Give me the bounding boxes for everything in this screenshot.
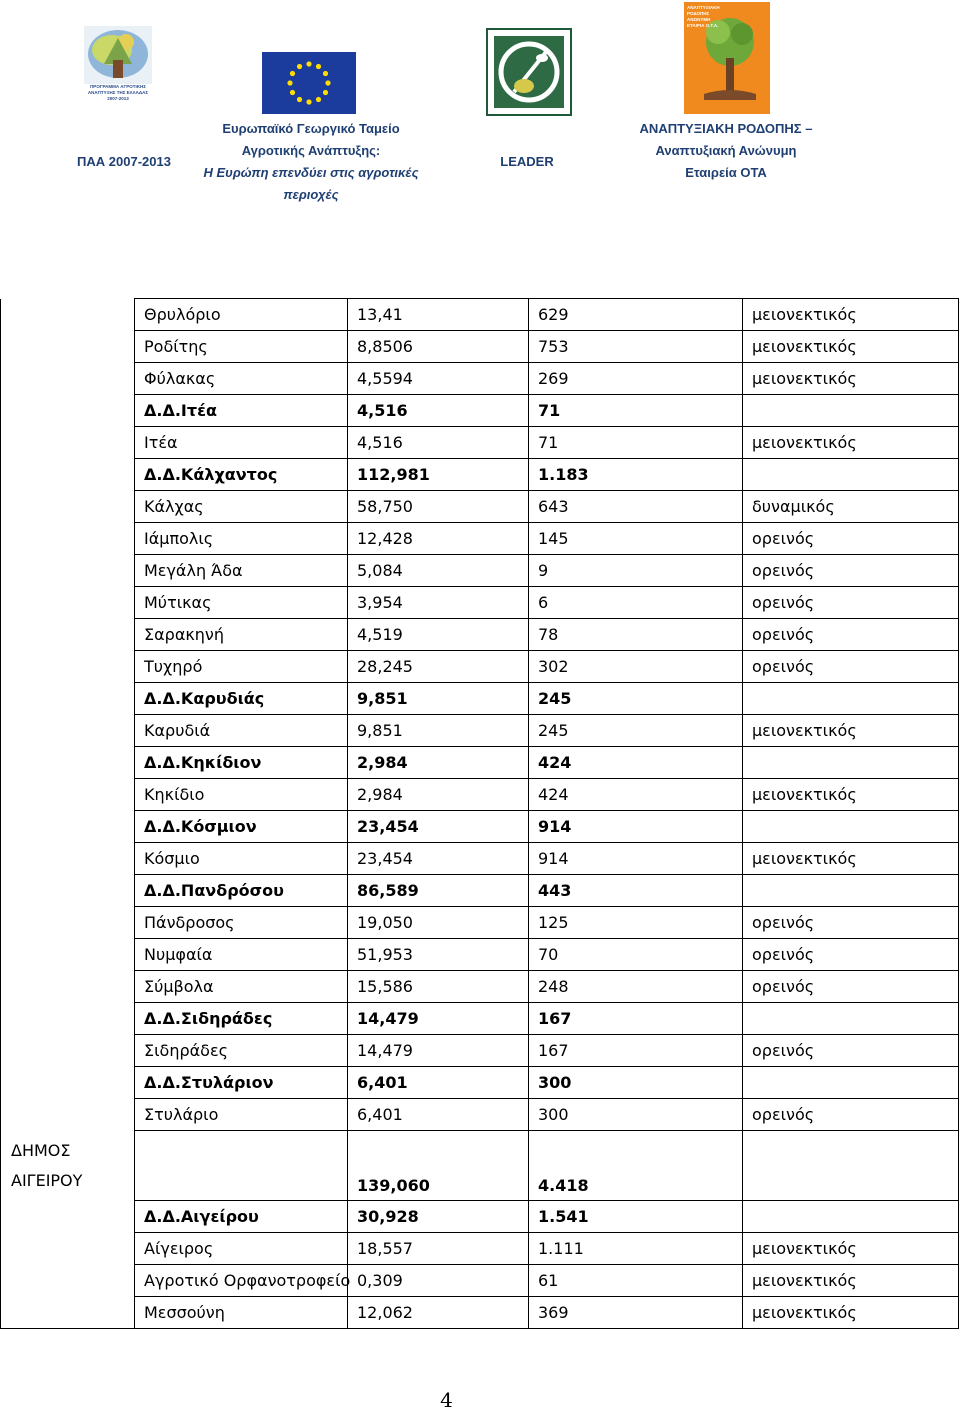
classification-cell: μειονεκτικός [743, 363, 959, 395]
area-cell: 9,851 [348, 715, 529, 747]
table-row [1, 363, 959, 395]
classification-cell: ορεινός [743, 523, 959, 555]
municipality-cell [1, 1035, 135, 1067]
population-cell: 1.183 [529, 459, 743, 491]
classification-cell [743, 1067, 959, 1099]
settlement-name-cell: Μεγάλη Άδα [135, 555, 348, 587]
classification-cell: ορεινός [743, 587, 959, 619]
table-row [1, 587, 959, 619]
population-cell: 70 [529, 939, 743, 971]
table-row [1, 491, 959, 523]
area-cell: 28,245 [348, 651, 529, 683]
settlement-name-cell: Ιάμπολις [135, 523, 348, 555]
population-cell: 125 [529, 907, 743, 939]
municipality-cell [1, 491, 135, 523]
population-cell: 1.541 [529, 1201, 743, 1233]
municipality-cell [1, 459, 135, 491]
area-cell: 4,519 [348, 619, 529, 651]
area-cell: 23,454 [348, 843, 529, 875]
area-cell: 4,516 [348, 427, 529, 459]
settlement-name-cell: Σαρακηνή [135, 619, 348, 651]
classification-cell: μειονεκτικός [743, 779, 959, 811]
area-cell: 112,981 [348, 459, 529, 491]
population-cell: 245 [529, 715, 743, 747]
paa-label: ΠΑΑ 2007-2013 [77, 154, 171, 169]
municipality-cell [1, 843, 135, 875]
population-cell: 245 [529, 683, 743, 715]
table-row [1, 555, 959, 587]
area-cell: 2,984 [348, 779, 529, 811]
classification-cell: μειονεκτικός [743, 715, 959, 747]
agency-label-line3: Εταιρεία ΟΤΑ [685, 165, 767, 180]
classification-cell [743, 459, 959, 491]
agency-label-line1: ΑΝΑΠΤΥΞΙΑΚΗ ΡΟΔΟΠΗΣ – [639, 121, 813, 136]
municipality-cell [1, 331, 135, 363]
municipality-cell [1, 1265, 135, 1297]
municipality-cell [1, 299, 135, 331]
area-cell: 6,401 [348, 1099, 529, 1131]
municipality-cell [1, 395, 135, 427]
settlement-name-cell: Δ.Δ.Κάλχαντος [135, 459, 348, 491]
municipality-row [1, 1131, 959, 1201]
municipality-cell [1, 683, 135, 715]
district-subtotal-row [1, 395, 959, 427]
population-cell: 269 [529, 363, 743, 395]
settlement-name-cell: Μύτικας [135, 587, 348, 619]
area-cell: 58,750 [348, 491, 529, 523]
population-cell: 914 [529, 811, 743, 843]
classification-cell: δυναμικός [743, 491, 959, 523]
table-row [1, 971, 959, 1003]
settlement-name-cell: Δ.Δ.Ιτέα [135, 395, 348, 427]
area-cell: 51,953 [348, 939, 529, 971]
settlement-name-cell: Νυμφαία [135, 939, 348, 971]
table-row [1, 523, 959, 555]
district-subtotal-row [1, 1201, 959, 1233]
population-cell: 145 [529, 523, 743, 555]
settlement-name-cell: Δ.Δ.Κόσμιον [135, 811, 348, 843]
population-cell: 6 [529, 587, 743, 619]
district-subtotal-row [1, 747, 959, 779]
page-number: 4 [440, 1388, 453, 1412]
anaptyxiaki-rodopis-logo [684, 2, 770, 114]
municipality-cell [1, 715, 135, 747]
population-cell: 9 [529, 555, 743, 587]
classification-cell [743, 811, 959, 843]
municipality-label-part: ΔΗΜΟΣ [11, 1140, 71, 1160]
classification-cell: ορεινός [743, 1035, 959, 1067]
municipality-cell [1, 363, 135, 395]
municipality-cell [1, 651, 135, 683]
settlement-name-cell: Δ.Δ.Καρυδιάς [135, 683, 348, 715]
settlement-name-cell: Δ.Δ.Σιδηράδες [135, 1003, 348, 1035]
eafrd-label-line4: περιοχές [283, 187, 339, 202]
population-cell: 4.418 [529, 1131, 743, 1201]
settlement-name-cell: Σιδηράδες [135, 1035, 348, 1067]
settlement-name-cell: Πάνδροσος [135, 907, 348, 939]
settlement-name-cell: Ροδίτης [135, 331, 348, 363]
municipality-cell [1, 907, 135, 939]
area-cell: 30,928 [348, 1201, 529, 1233]
population-cell: 71 [529, 427, 743, 459]
municipality-cell [1, 939, 135, 971]
classification-cell [743, 683, 959, 715]
settlement-name-cell: Θρυλόριο [135, 299, 348, 331]
table-row [1, 1297, 959, 1329]
district-subtotal-row [1, 1067, 959, 1099]
eu-flag-logo [262, 52, 356, 114]
classification-cell [743, 395, 959, 427]
area-cell: 4,516 [348, 395, 529, 427]
classification-cell: μειονεκτικός [743, 1233, 959, 1265]
classification-cell [743, 875, 959, 907]
settlement-name-cell: Δ.Δ.Πανδρόσου [135, 875, 348, 907]
settlement-name-cell: Κηκίδιο [135, 779, 348, 811]
classification-cell: ορεινός [743, 907, 959, 939]
classification-cell: μειονεκτικός [743, 843, 959, 875]
area-cell: 6,401 [348, 1067, 529, 1099]
leader-label: LEADER [500, 154, 554, 169]
classification-cell: ορεινός [743, 555, 959, 587]
agency-logo-text: ΑΝΑΠΤΥΞΙΑΚΗ ΡΟΔΟΠΗΣ ΑΝΩΝΥΜΗ ΕΤΑΙΡΙΑ Ο.Τ.Α. [687, 5, 720, 28]
population-cell: 300 [529, 1099, 743, 1131]
area-cell: 2,984 [348, 747, 529, 779]
population-cell: 248 [529, 971, 743, 1003]
eafrd-label-line2: Αγροτικής Ανάπτυξης: [241, 143, 381, 158]
municipality-cell [1, 747, 135, 779]
settlement-name-cell: Καρυδιά [135, 715, 348, 747]
settlement-name-cell: Στυλάριο [135, 1099, 348, 1131]
municipality-cell [1, 427, 135, 459]
table-row [1, 715, 959, 747]
area-cell: 3,954 [348, 587, 529, 619]
eafrd-label-line1: Ευρωπαϊκό Γεωργικό Ταμείο [222, 121, 400, 136]
classification-cell: ορεινός [743, 971, 959, 1003]
table-row [1, 1035, 959, 1067]
population-cell: 424 [529, 779, 743, 811]
municipality-cell [1, 1297, 135, 1329]
district-subtotal-row [1, 811, 959, 843]
district-subtotal-row [1, 459, 959, 491]
population-cell: 71 [529, 395, 743, 427]
area-cell: 13,41 [348, 299, 529, 331]
area-cell: 0,309 [348, 1265, 529, 1297]
municipality-cell [1, 1067, 135, 1099]
area-cell: 4,5594 [348, 363, 529, 395]
municipality-cell [1, 1003, 135, 1035]
table-row [1, 1099, 959, 1131]
classification-cell: μειονεκτικός [743, 427, 959, 459]
classification-cell: ορεινός [743, 1099, 959, 1131]
municipality-cell [1, 971, 135, 1003]
settlement-name-cell: Μεσσούνη [135, 1297, 348, 1329]
table-row [1, 843, 959, 875]
area-cell: 14,479 [348, 1003, 529, 1035]
table-row [1, 779, 959, 811]
municipality-cell [1, 1233, 135, 1265]
leader-logo [486, 28, 572, 116]
population-cell: 424 [529, 747, 743, 779]
municipality-cell [1, 875, 135, 907]
area-cell: 15,586 [348, 971, 529, 1003]
settlement-name-cell: Δ.Δ.Στυλάριον [135, 1067, 348, 1099]
municipality-cell [1, 587, 135, 619]
area-cell: 14,479 [348, 1035, 529, 1067]
municipality-cell [1, 523, 135, 555]
settlement-name-cell: Αίγειρος [135, 1233, 348, 1265]
settlement-name-cell: Σύμβολα [135, 971, 348, 1003]
population-cell: 629 [529, 299, 743, 331]
area-cell: 86,589 [348, 875, 529, 907]
population-cell: 1.111 [529, 1233, 743, 1265]
municipality-cell [1, 779, 135, 811]
area-cell: 139,060 [348, 1131, 529, 1201]
district-subtotal-row [1, 1003, 959, 1035]
classification-cell: ορεινός [743, 651, 959, 683]
table-row [1, 331, 959, 363]
classification-cell: μειονεκτικός [743, 331, 959, 363]
classification-cell: μειονεκτικός [743, 1265, 959, 1297]
population-cell: 167 [529, 1035, 743, 1067]
settlement-name-cell: Κόσμιο [135, 843, 348, 875]
municipality-cell [1, 811, 135, 843]
settlement-name-cell: Κάλχας [135, 491, 348, 523]
classification-cell: ορεινός [743, 619, 959, 651]
district-subtotal-row [1, 683, 959, 715]
table-row [1, 299, 959, 331]
municipality-cell [1, 1131, 135, 1201]
area-cell: 8,8506 [348, 331, 529, 363]
population-cell: 300 [529, 1067, 743, 1099]
eafrd-label-line3: Η Ευρώπη επενδύει στις αγροτικές [203, 165, 419, 180]
settlement-name-cell: Δ.Δ.Αιγείρου [135, 1201, 348, 1233]
population-cell: 753 [529, 331, 743, 363]
settlement-name-cell: Αγροτικό Ορφανοτροφείο [135, 1265, 348, 1297]
municipality-cell [1, 1201, 135, 1233]
population-cell: 443 [529, 875, 743, 907]
settlement-name-cell: Δ.Δ.Κηκίδιον [135, 747, 348, 779]
population-cell: 914 [529, 843, 743, 875]
settlement-name-cell: Φύλακας [135, 363, 348, 395]
settlements-table [0, 298, 959, 1329]
table-row [1, 1233, 959, 1265]
settlement-name-cell [135, 1131, 348, 1201]
area-cell: 23,454 [348, 811, 529, 843]
population-cell: 61 [529, 1265, 743, 1297]
table-row [1, 939, 959, 971]
paa-logo [82, 20, 154, 110]
area-cell: 9,851 [348, 683, 529, 715]
area-cell: 5,084 [348, 555, 529, 587]
population-cell: 643 [529, 491, 743, 523]
municipality-cell [1, 555, 135, 587]
classification-cell: μειονεκτικός [743, 1297, 959, 1329]
agency-label-line2: Αναπτυξιακή Ανώνυμη [655, 143, 797, 158]
area-cell: 19,050 [348, 907, 529, 939]
paa-logo-text: ΠΡΟΓΡΑΜΜΑ ΑΓΡΟΤΙΚΗΣ ΑΝΑΠΤΥΞΗΣ ΤΗΣ ΕΛΛΑΔΑΣ 2007-2013 [87, 84, 149, 101]
classification-cell [743, 747, 959, 779]
population-cell: 167 [529, 1003, 743, 1035]
table-row [1, 1265, 959, 1297]
area-cell: 12,428 [348, 523, 529, 555]
classification-cell [743, 1131, 959, 1201]
settlement-name-cell: Ιτέα [135, 427, 348, 459]
table-row [1, 427, 959, 459]
settlement-name-cell: Τυχηρό [135, 651, 348, 683]
table-row [1, 619, 959, 651]
classification-cell: μειονεκτικός [743, 299, 959, 331]
population-cell: 302 [529, 651, 743, 683]
settlements-table-body [1, 299, 959, 1329]
table-row [1, 907, 959, 939]
area-cell: 12,062 [348, 1297, 529, 1329]
classification-cell: ορεινός [743, 939, 959, 971]
municipality-cell [1, 619, 135, 651]
population-cell: 78 [529, 619, 743, 651]
area-cell: 18,557 [348, 1233, 529, 1265]
classification-cell [743, 1201, 959, 1233]
classification-cell [743, 1003, 959, 1035]
district-subtotal-row [1, 875, 959, 907]
population-cell: 369 [529, 1297, 743, 1329]
municipality-cell [1, 1099, 135, 1131]
table-row [1, 651, 959, 683]
municipality-label-part: ΑΙΓΕΙΡΟΥ [11, 1170, 83, 1190]
